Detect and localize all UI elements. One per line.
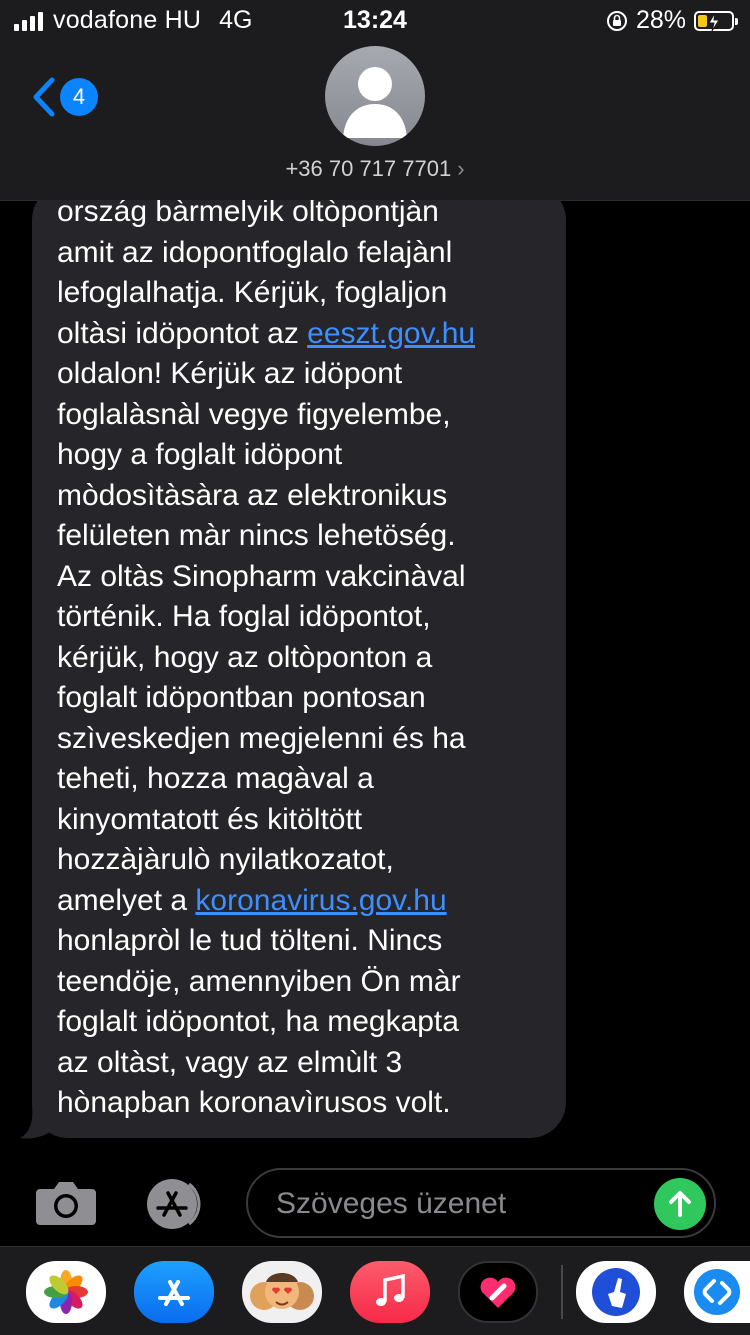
shazam-glyph xyxy=(692,1267,742,1317)
message-part-1: ország bàrmelyik oltòpontjàn amit az idopontfoglalo felajànl lefoglalhatja. Kérjük, foglaljon oltàsi idöpontot az xyxy=(57,200,453,350)
rotation-lock-icon xyxy=(606,10,628,32)
person-silhouette-icon xyxy=(325,46,425,146)
memoji-faces xyxy=(244,1262,320,1322)
drawer-divider xyxy=(561,1265,563,1319)
contact-number: +36 70 717 7701 xyxy=(285,156,452,181)
message-part-2: oldalon! Kérjük az idöpont foglalàsnàl vegye figyelembe, hogy a foglalt idöpont mòdosìtàsàra az elektronikus felületen màr nincs lehetöség. Az oltàs Sinopharm vakcinàval történik. Ha foglal idöpontot, kérjük, hogy az oltòponton a foglalt idöpontban pontosan szìveskedjen megjelenni és ha teheti, hozza magàval a kinyomtatott és kitöltött hozzàjàrulò nyilatkozatot, amelyet a xyxy=(57,357,466,917)
photos-flower xyxy=(42,1268,90,1316)
digital-touch-icon[interactable] xyxy=(458,1261,538,1323)
link-eeszt[interactable]: eeszt.gov.hu xyxy=(307,316,476,350)
chevron-right-icon: › xyxy=(457,156,465,181)
status-time: 13:24 xyxy=(343,6,407,34)
message-text-field[interactable] xyxy=(246,1168,716,1238)
status-bar xyxy=(0,0,750,40)
music-note-glyph xyxy=(370,1272,410,1312)
status-right xyxy=(606,6,734,35)
network-type: 4G xyxy=(219,6,253,34)
link-koronavirus[interactable]: koronavirus.gov.hu xyxy=(195,883,447,917)
music-icon[interactable] xyxy=(350,1261,430,1323)
back-button[interactable] xyxy=(30,76,98,118)
conversation-header xyxy=(0,0,750,201)
message-input[interactable] xyxy=(274,1170,648,1238)
contact-avatar[interactable] xyxy=(325,46,425,146)
battery-icon xyxy=(694,11,734,31)
compose-bar xyxy=(0,1160,750,1246)
camera-icon[interactable] xyxy=(34,1179,98,1227)
hand-glyph xyxy=(590,1266,642,1318)
send-button[interactable] xyxy=(654,1178,706,1230)
battery-percent: 28% xyxy=(635,6,686,34)
contact-name-button[interactable] xyxy=(0,156,750,182)
message-list[interactable] xyxy=(0,200,750,1160)
memoji-icon[interactable] xyxy=(242,1261,322,1323)
app-drawer xyxy=(0,1246,750,1335)
pointing-hand-icon[interactable] xyxy=(576,1261,656,1323)
chevron-left-icon xyxy=(30,76,58,118)
carrier-name: vodafone HU xyxy=(53,6,202,34)
photos-icon[interactable] xyxy=(26,1261,106,1323)
message-text xyxy=(57,200,562,1124)
app-store-app-icon[interactable] xyxy=(134,1261,214,1323)
battery-nub xyxy=(735,18,738,25)
charging-bolt-icon xyxy=(706,12,722,32)
arrow-up-icon xyxy=(665,1189,695,1219)
unread-badge: 4 xyxy=(60,78,98,116)
heart-glyph xyxy=(476,1272,520,1312)
app-store-glyph xyxy=(152,1270,196,1314)
app-store-icon[interactable] xyxy=(140,1178,212,1230)
shazam-icon[interactable] xyxy=(684,1261,750,1323)
message-part-3: honlapròl le tud tölteni. Nincs teendöje, amennyiben Ön màr foglalt idöpontot, ha megkapta az oltàst, vagy az elmùlt 3 hònapban koronavìrusos volt. xyxy=(57,924,461,1119)
